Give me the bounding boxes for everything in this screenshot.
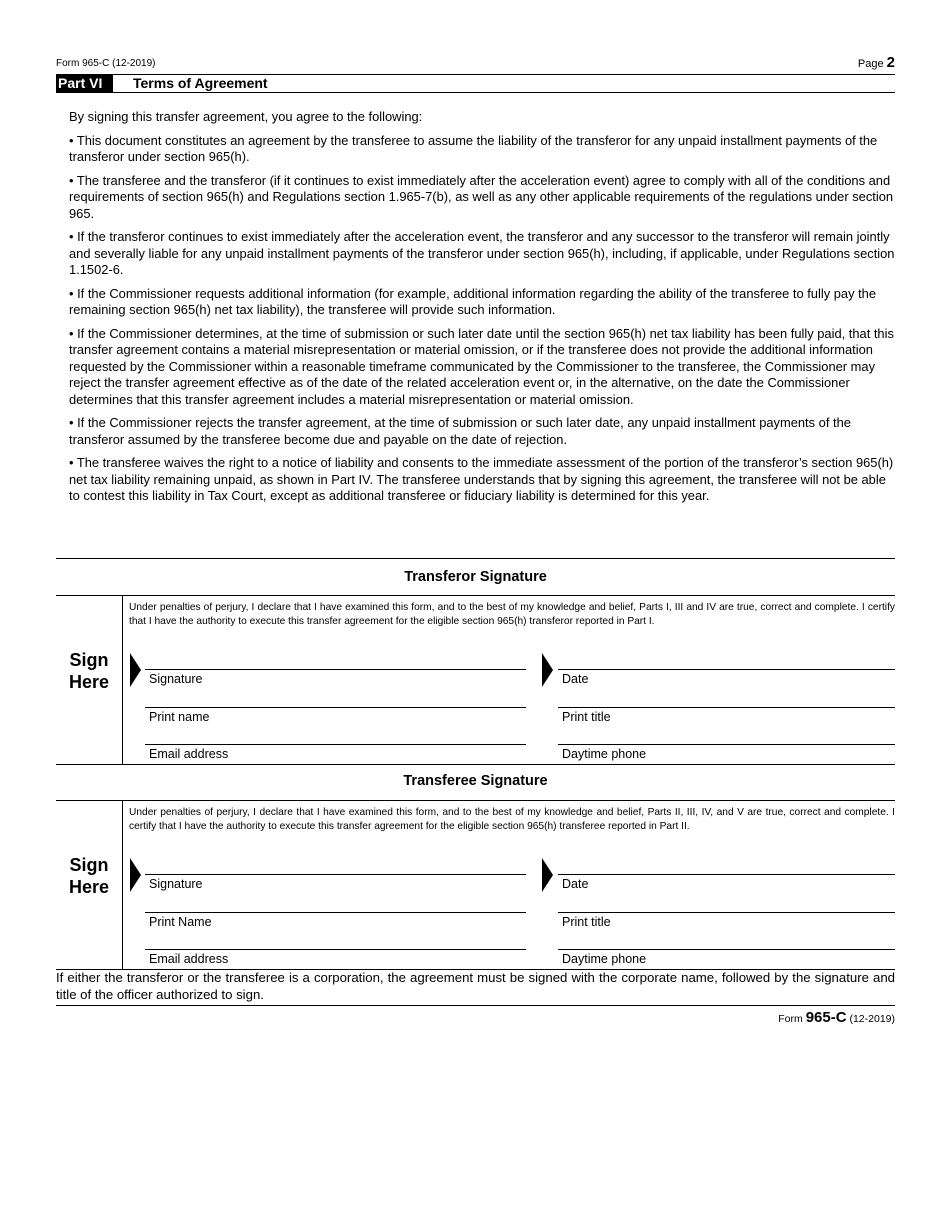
sign-arrow-icon [130, 858, 141, 892]
print-name-field[interactable] [145, 707, 526, 724]
print-name-label: Print Name [149, 915, 212, 929]
divider [56, 764, 895, 765]
email-address-field[interactable] [145, 744, 526, 761]
email-address-label: Email address [149, 952, 229, 966]
terms-bullet: • If the Commissioner determines, at the time of submission or such later date until the section 965(h) net tax liability has been fully paid, that this transfer agreement contains a material misrepresentation or material omission, or if the transferee does not provide the additional information requested by the Commissioner within a reasonable timeframe communicated by the Commissioner to the transferee, the Commissioner may reject the transfer agreement effective as of the date of the related acceleration event or, in the alternative, on the date the Commissioner determines that this transfer agreement includes a material misrepresentation or material omission. [69, 325, 894, 407]
sign-here-label [56, 854, 122, 898]
form-prefix: Form [778, 1013, 803, 1025]
divider [56, 558, 895, 559]
terms-of-agreement [69, 109, 895, 512]
daytime-phone-label: Daytime phone [562, 747, 647, 761]
terms-bullet: • The transferee and the transferor (if it continues to exist immediately after the acceleration event) agree to comply with all of the conditions and requirements of section 965(h) and Regulations section 1.965-7(b), as well as any other applicable requirements of the regulations under section 965. [69, 172, 894, 221]
form-revision: (12-2019) [849, 1013, 895, 1025]
signature-field[interactable] [145, 874, 526, 891]
daytime-phone-field[interactable] [558, 744, 895, 761]
daytime-phone-label: Daytime phone [562, 952, 647, 966]
transferee-signature-title: Transferee Signature [403, 773, 548, 789]
email-address-label: Email address [149, 747, 229, 761]
date-arrow-icon [542, 653, 553, 687]
sign-label-line2: Here [68, 877, 110, 897]
perjury-statement: Under penalties of perjury, I declare that I have examined this form, and to the best of my knowledge and belief, Parts II, III, IV, and V are true, correct and complete. I certify that I have the authority to execute this transfer agreement for the eligible section 965(h) transferee reported in Part II. [129, 807, 895, 832]
print-title-label: Print title [562, 710, 611, 724]
terms-bullet: • If the Commissioner requests additional information (for example, additional information regarding the ability of the transferee to fully pay the remaining section 965(h) net tax liability), the transferee will provide such information. [69, 285, 877, 317]
divider [122, 801, 123, 969]
page-number-value: 2 [886, 54, 895, 71]
part-header [56, 74, 895, 93]
corporation-note: If either the transferor or the transferee is a corporation, the agreement must be signed with the corporate name, followed by the signature and title of the officer authorized to sign. [56, 970, 895, 1002]
sign-label-line2: Here [68, 672, 110, 692]
date-field[interactable] [558, 669, 895, 686]
signature-label: Signature [149, 877, 203, 891]
terms-bullet: • This document constitutes an agreement by the transferee to assume the liability of the transferor for any unpaid installment payments of the transferor under section 965(h). [69, 132, 878, 164]
form-footer [778, 1009, 895, 1026]
terms-bullet: • If the Commissioner rejects the transfer agreement, at the time of submission or such later date, any unpaid installment payments of the transferor assumed by the transferee become due and payable on the date of rejection. [69, 415, 851, 447]
perjury-statement: Under penalties of perjury, I declare that I have examined this form, and to the best of my knowledge and belief, Parts I, III and IV are true, correct and complete. I certify that I have the authority to execute this transfer agreement for the eligible section 965(h) transferor reported in Part I. [129, 602, 895, 627]
date-label: Date [562, 877, 589, 891]
signature-label: Signature [149, 672, 203, 686]
signature-field[interactable] [145, 669, 526, 686]
date-field[interactable] [558, 874, 895, 891]
sign-label-line1: Sign [69, 650, 109, 670]
date-label: Date [562, 672, 589, 686]
transferor-sign-block [56, 596, 895, 764]
print-name-label: Print name [149, 710, 210, 724]
terms-bullet: • If the transferor continues to exist immediately after the acceleration event, the transferor and any successor to the transferor will remain jointly and severally liable for any unpaid installment payments of the transferor under section 965(h), including, if applicable, under Regulations section 1.1502-6. [69, 229, 895, 277]
transferor-signature-title: Transferor Signature [404, 569, 547, 585]
print-name-field[interactable] [145, 912, 526, 929]
terms-intro: By signing this transfer agreement, you agree to the following: [69, 109, 423, 124]
terms-bullet: • The transferee waives the right to a notice of liability and consents to the immediate assessment of the portion of the transferor’s section 965(h) net tax liability remaining unpaid, as shown in Part IV. The transferee understands that by signing this agreement, the transferee will not be able to contest this liability in Tax Court, except as additional transferee or fiduciary liability is determined for this year. [69, 455, 894, 503]
part-tag: Part VI [56, 75, 113, 92]
print-title-field[interactable] [558, 912, 895, 929]
sign-here-label [56, 649, 122, 693]
print-title-label: Print title [562, 915, 611, 929]
daytime-phone-field[interactable] [558, 949, 895, 966]
sign-arrow-icon [130, 653, 141, 687]
print-title-field[interactable] [558, 707, 895, 724]
sign-label-line1: Sign [69, 855, 109, 875]
part-title: Terms of Agreement [133, 75, 268, 91]
form-number: 965-C [805, 1009, 847, 1026]
transferee-sign-block [56, 801, 895, 969]
page-number [858, 54, 895, 71]
divider [56, 1005, 895, 1006]
divider [122, 596, 123, 764]
page-header [56, 54, 895, 74]
form-id: Form 965-C (12-2019) [56, 58, 156, 69]
page-label: Page [857, 58, 884, 70]
date-arrow-icon [542, 858, 553, 892]
email-address-field[interactable] [145, 949, 526, 966]
